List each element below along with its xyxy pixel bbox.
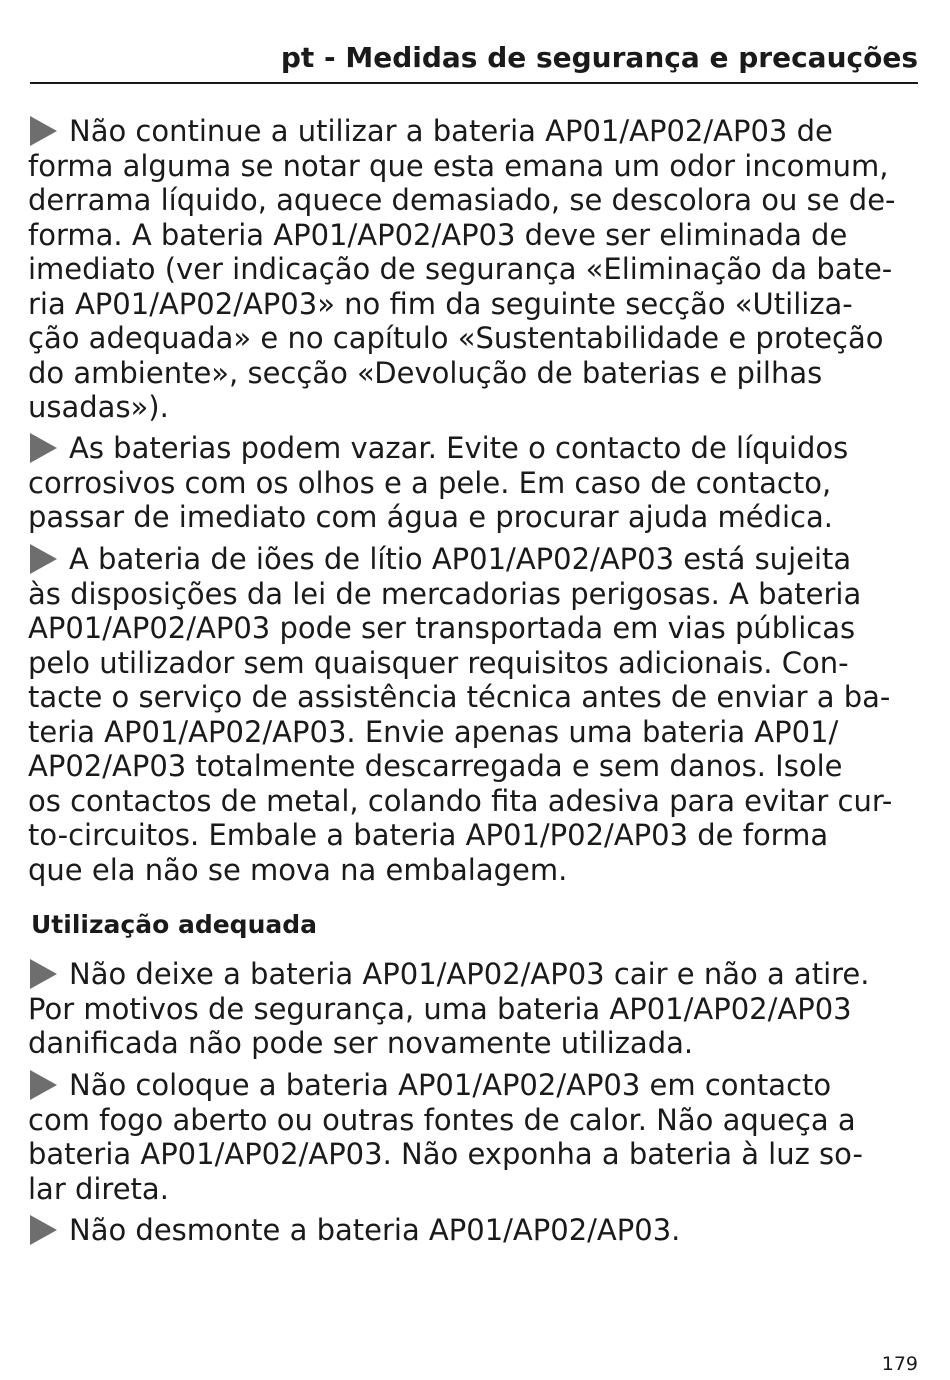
usage-paragraph-2	[28, 1068, 920, 1206]
right-triangle-bullet-icon	[30, 1215, 57, 1245]
warning-text: Não desmonte a bateria AP01/AP02/AP03.	[28, 1213, 920, 1248]
warning-paragraph-2	[28, 431, 920, 535]
usage-paragraph-1	[28, 957, 920, 1061]
warning-text: Não deixe a bateria AP01/AP02/AP03 cair e não a atire. Por motivos de segurança, uma bateria AP01/AP02/AP03 danificada não pode ser novamente utilizada.	[28, 957, 870, 1060]
page-title: pt - Medidas de segurança e precauções	[280, 41, 918, 74]
warning-paragraph-1	[28, 114, 920, 425]
right-triangle-bullet-icon	[30, 433, 57, 463]
warning-text: As baterias podem vazar. Evite o contacto de líquidos corrosivos com os olhos e a pele. Em caso de contacto, passar de imediato com água e procurar ajuda médica.	[28, 431, 849, 534]
warning-text: A bateria de iões de lítio AP01/AP02/AP03 está sujeita às disposições da lei de mercadorias perigosas. A bateria AP01/AP02/AP03 pode ser transportada em vias públicas pelo utilizador sem quaisquer requisitos adicionais. Con- tacte o serviço de assistência técnica antes de enviar a ba- teria AP01/AP02/AP03. Envie apenas uma bateria AP01/ AP02/AP03 totalmente descarregada e sem danos. Isole os contactos de metal, colando fita adesiva para evitar cur- to-circuitos. Embale a bateria AP01/P02/AP03 de forma que ela não se mova na embalagem.	[28, 542, 893, 887]
right-triangle-bullet-icon	[30, 116, 57, 146]
page-header	[30, 36, 918, 84]
warning-text: Não continue a utilizar a bateria AP01/AP02/AP03 de forma alguma se notar que esta emana um odor incomum, derrama líquido, aquece demasiado, se descolora ou se de- forma. A bateria AP01/AP02/AP03 deve ser eliminada de imediato (ver indicação de segurança «Eliminação da bate- ria AP01/AP02/AP03» no fim da seguinte secção «Utiliza- ção adequada» e no capítulo «Sustentabilidade e proteção do ambiente», secção «Devolução de baterias e pilhas usadas»).	[28, 114, 896, 424]
section-heading: Utilização adequada	[31, 910, 317, 939]
right-triangle-bullet-icon	[30, 959, 57, 989]
warning-paragraph-3	[28, 542, 920, 887]
usage-paragraph-3	[28, 1213, 920, 1248]
right-triangle-bullet-icon	[30, 1070, 57, 1100]
warning-text: Não coloque a bateria AP01/AP02/AP03 em contacto com fogo aberto ou outras fontes de calor. Não aqueça a bateria AP01/AP02/AP03. Não exponha a bateria à luz so- lar direta.	[28, 1068, 863, 1206]
right-triangle-bullet-icon	[30, 544, 57, 574]
page-number: 179	[881, 1353, 918, 1375]
